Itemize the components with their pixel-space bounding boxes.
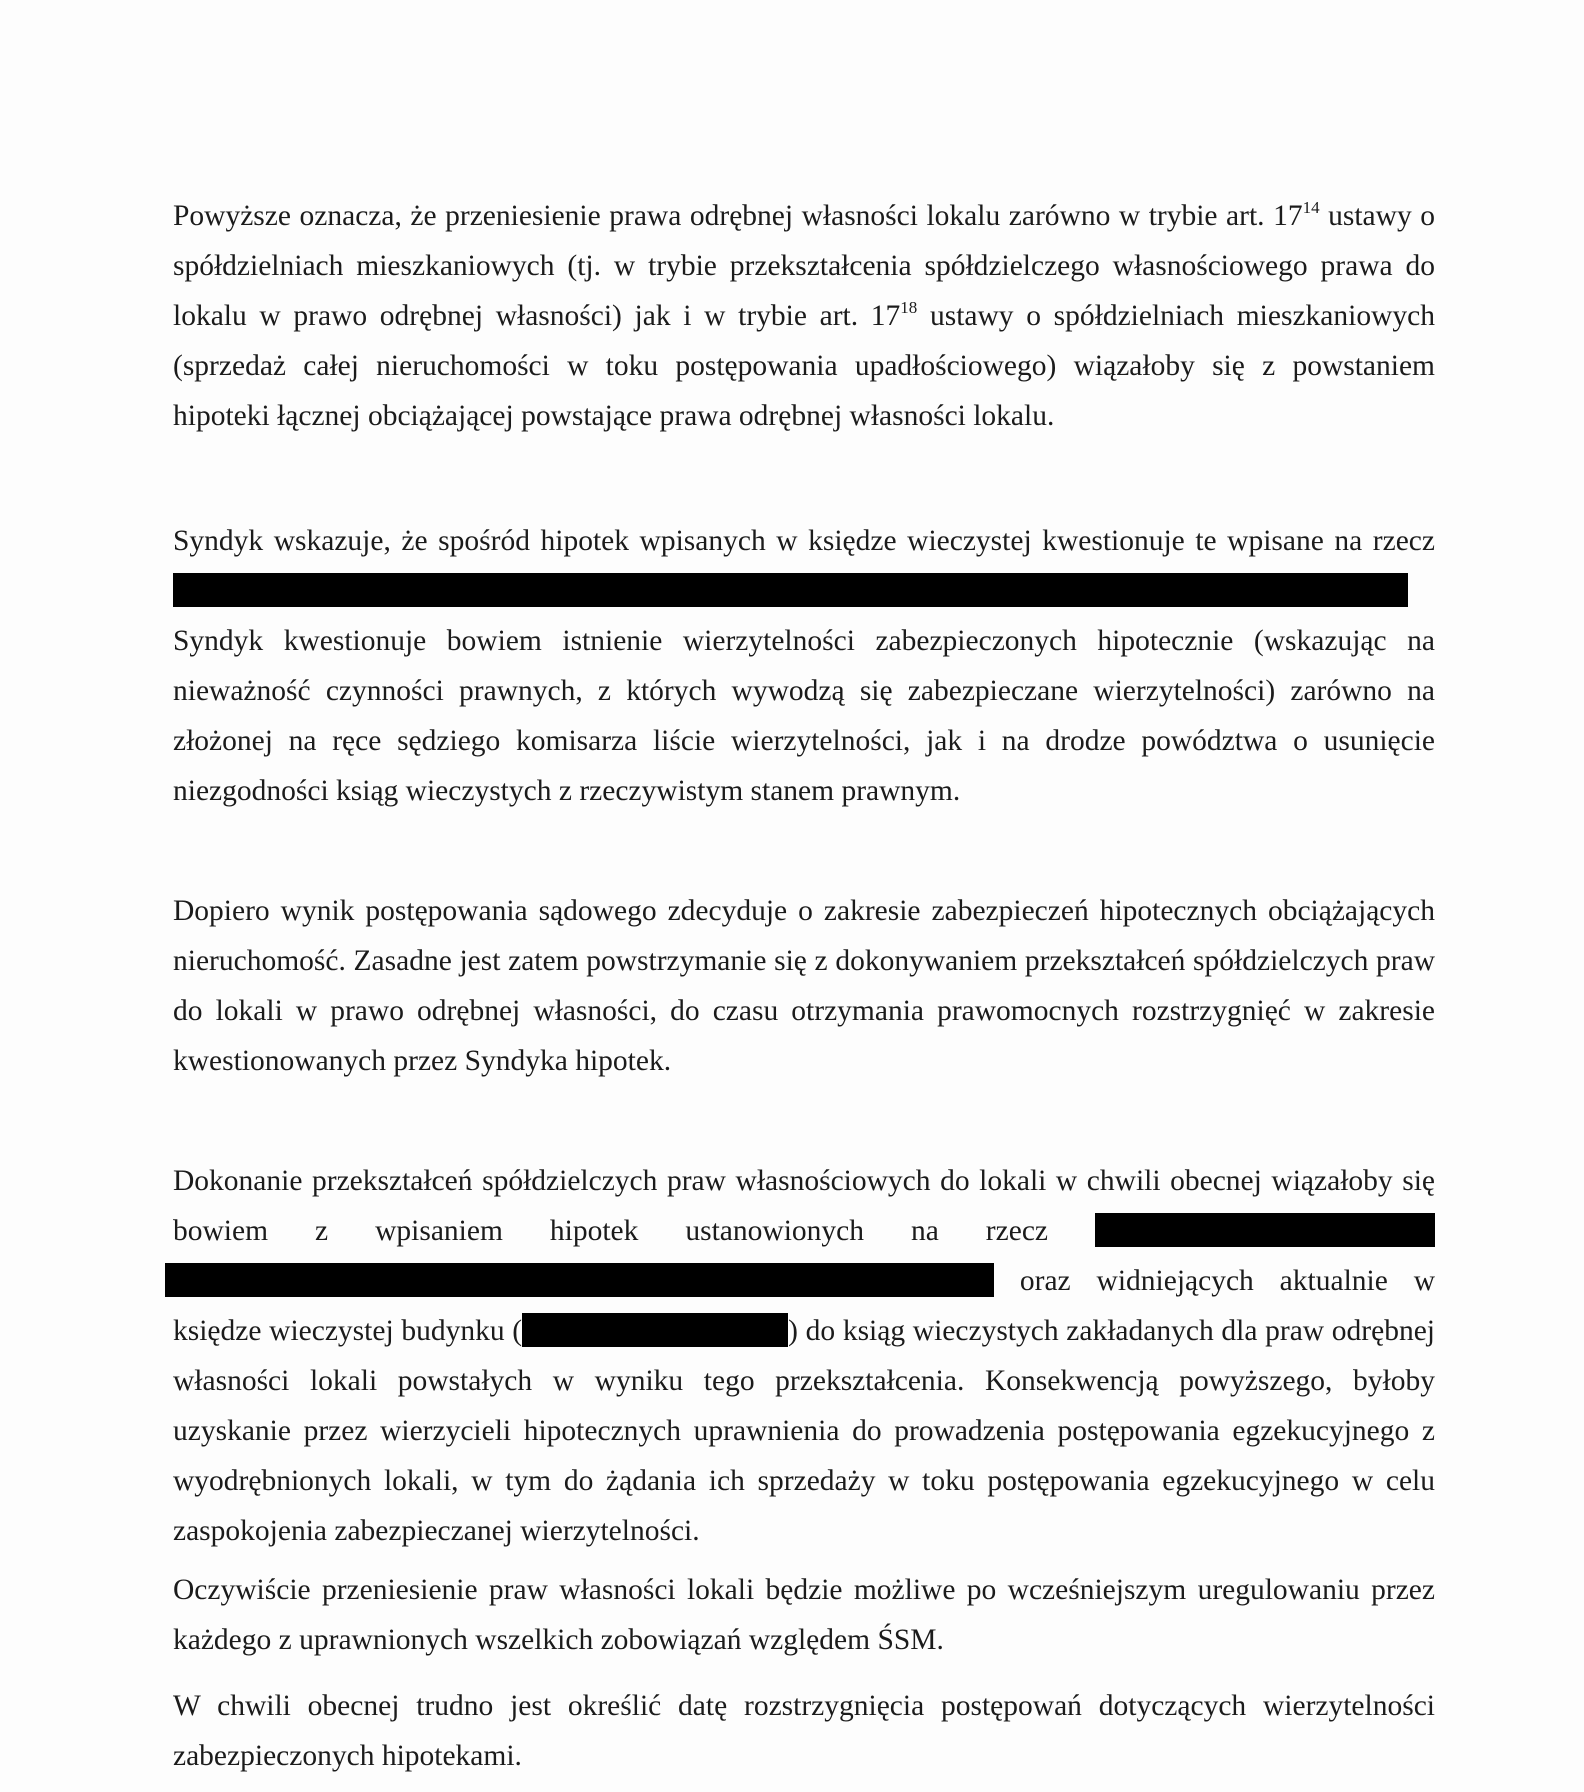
footnote-superscript-14: 14 — [1302, 198, 1320, 217]
paragraph-5-text: Oczywiście przeniesienie praw własności lokali będzie możliwe po wcześniejszym uregulowaniu przez każdego z uprawnionych wszelkich zobowiązań względem ŚSM. — [173, 1574, 1435, 1656]
footnote-superscript-18: 18 — [900, 298, 918, 317]
paragraph-1-text-c: ustawy o spółdzielniach mieszkaniowych (sprzedaż całej nieruchomości w toku postępowania upadłościowego) wiązałoby się z powstaniem hipoteki łącznej obciążającej powstające prawa odrębnej własności lokalu. — [173, 300, 1435, 432]
redaction-bar — [173, 573, 1182, 607]
paragraph-1-text-b: ustawy o spółdzielniach mieszkaniowych (tj. w trybie przekształcenia spółdzielczego własnościowego prawa do lokalu w prawo odrębnej własności) jak i w trybie art. 17 — [173, 200, 1435, 332]
redaction-bar — [1170, 573, 1408, 607]
paragraph-4-text-b: oraz widniejących aktualnie w księdze wieczystej budynku ( — [173, 1265, 1435, 1347]
paragraph-2 — [173, 516, 1435, 816]
redaction-bar — [1095, 1213, 1435, 1247]
paragraph-1-text-a: Powyższe oznacza, że przeniesienie prawa odrębnej własności lokalu zarówno w trybie art. 17 — [173, 200, 1303, 232]
paragraph-2-text-b: Syndyk kwestionuje bowiem istnienie wierzytelności zabezpieczonych hipotecznie (wskazując na nieważność czynności prawnych, z których wywodzą się zabezpieczane wierzytelności) zarówno na złożonej na ręce sędziego komisarza liście wierzytelności, jak i na drodze powództwa o usunięcie niezgodności ksiąg wieczystych z rzeczywistym stanem prawnym. — [173, 625, 1435, 807]
redaction-bar — [165, 1263, 994, 1297]
paragraph-5 — [173, 1565, 1435, 1665]
paragraph-4-text-c: ) do ksiąg wieczystych zakładanych dla praw odrębnej własności lokali powstałych w wyniku tego przekształcenia. Konsekwencją powyższego, byłoby uzyskanie przez wierzycieli hipotecznych uprawnienia do prowadzenia postępowania egzekucyjnego z wyodrębnionych lokali, w tym do żądania ich sprzedaży w toku postępowania egzekucyjnego w celu zaspokojenia zabezpieczanej wierzytelności. — [173, 1315, 1435, 1547]
paragraph-3 — [173, 886, 1435, 1086]
paragraph-6 — [173, 1681, 1435, 1781]
paragraph-4 — [173, 1156, 1435, 1556]
redaction-bar — [522, 1313, 788, 1347]
paragraph-3-text: Dopiero wynik postępowania sądowego zdecyduje o zakresie zabezpieczeń hipotecznych obciążających nieruchomość. Zasadne jest zatem powstrzymanie się z dokonywaniem przekształceń spółdzielczych praw do lokali w prawo odrębnej własności, do czasu otrzymania prawomocnych rozstrzygnięć w zakresie kwestionowanych przez Syndyka hipotek. — [173, 895, 1435, 1077]
paragraph-2-text-a: Syndyk wskazuje, że spośród hipotek wpisanych w księdze wieczystej kwestionuje te wpisane na rzecz — [173, 525, 1435, 557]
paragraph-6-text: W chwili obecnej trudno jest określić datę rozstrzygnięcia postępowań dotyczących wierzytelności zabezpieczonych hipotekami. — [173, 1690, 1435, 1772]
paragraph-1 — [173, 191, 1435, 441]
paragraph-4-text-a: Dokonanie przekształceń spółdzielczych praw własnościowych do lokali w chwili obecnej wiązałoby się bowiem z wpisaniem hipotek ustanowionych na rzecz — [173, 1165, 1435, 1247]
